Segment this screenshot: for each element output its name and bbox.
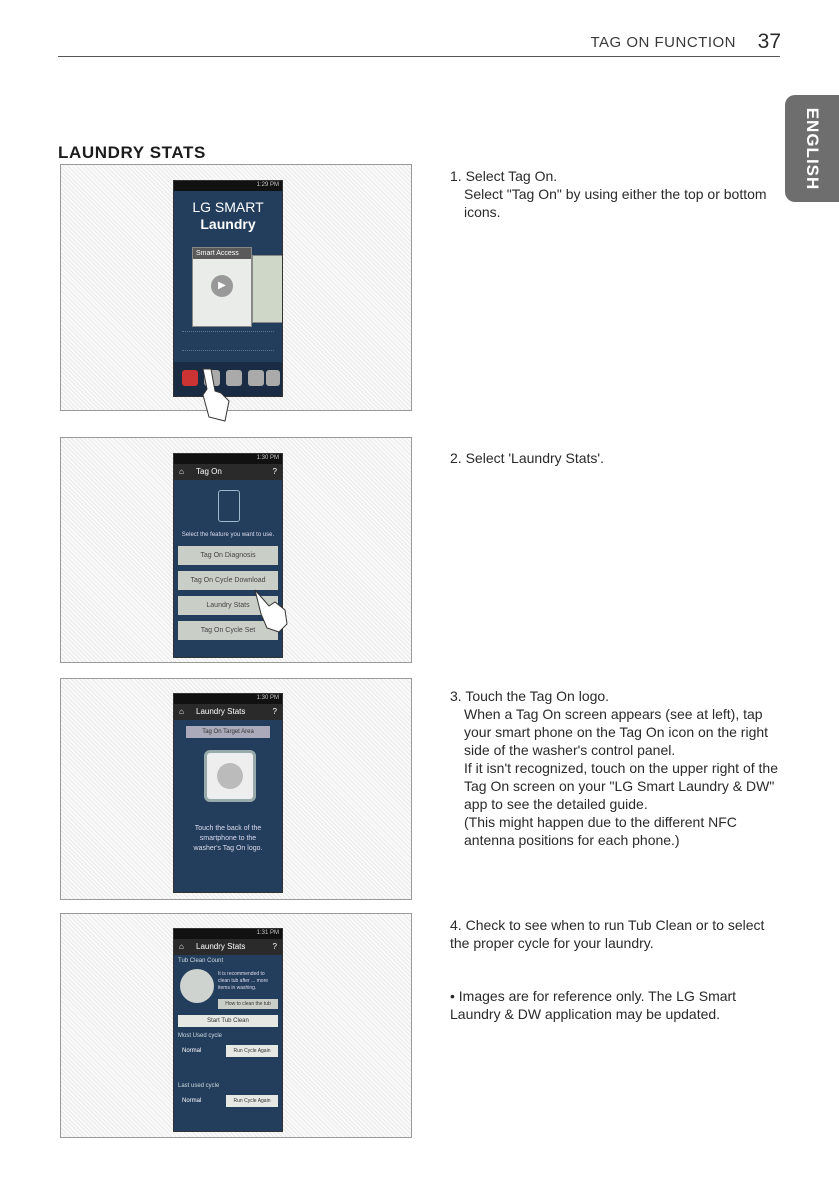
help-icon[interactable]: ? bbox=[272, 707, 277, 716]
status-time: 1:30 PM bbox=[256, 455, 279, 461]
status-bar bbox=[174, 694, 282, 704]
step-text: If it isn't recognized, touch on the upper right of the Tag On screen on your "LG Smart Laundry & DW" app to see the detailed guide. bbox=[464, 760, 778, 812]
step-2 bbox=[450, 449, 785, 467]
step-number: 1. bbox=[450, 168, 462, 184]
step-text: (This might happen due to the different NFC antenna positions for each phone.) bbox=[464, 814, 737, 848]
status-bar bbox=[174, 181, 282, 191]
home-icon[interactable]: ⌂ bbox=[179, 467, 184, 476]
help-icon[interactable]: ? bbox=[272, 467, 277, 476]
tag-instruction: Touch the back of the smartphone to the washer's Tag On logo. bbox=[193, 825, 263, 852]
start-tub-clean-button[interactable]: Start Tub Clean bbox=[178, 1015, 278, 1027]
menu-item-tag-on-diagnosis[interactable]: Tag On Diagnosis bbox=[178, 546, 278, 565]
last-used-cycle-label: Last used cycle bbox=[178, 1083, 220, 1089]
home-icon[interactable]: ⌂ bbox=[179, 707, 184, 716]
run-cycle-again-button[interactable]: Run Cycle Again bbox=[226, 1095, 278, 1107]
header-rule bbox=[58, 56, 780, 57]
tap-hand-icon bbox=[251, 588, 291, 634]
description-text bbox=[182, 331, 274, 351]
help-icon[interactable]: ? bbox=[272, 942, 277, 951]
language-tab bbox=[785, 95, 839, 202]
how-to-clean-button[interactable]: How to clean the tub bbox=[218, 999, 278, 1009]
step-4 bbox=[450, 916, 785, 952]
status-time: 1:30 PM bbox=[256, 695, 279, 701]
phone-screen-3 bbox=[173, 693, 283, 893]
step-number: 3. bbox=[450, 688, 462, 704]
reference-note bbox=[450, 987, 785, 1023]
smart-access-card bbox=[192, 247, 252, 327]
screenshot-frame-1 bbox=[60, 164, 412, 411]
section-title: LAUNDRY STATS bbox=[58, 143, 206, 162]
home-icon[interactable]: ⌂ bbox=[179, 942, 184, 951]
status-bar bbox=[174, 929, 282, 939]
target-area-badge: Tag On Target Area bbox=[186, 726, 270, 738]
play-icon: ▶ bbox=[211, 275, 233, 297]
step-text: When a Tag On screen appears (see at left), tap your smart phone on the Tag On icon on the right side of the washer's control panel. bbox=[464, 706, 769, 758]
language-tab-label: ENGLISH bbox=[803, 107, 822, 190]
app-bar bbox=[174, 704, 282, 720]
header-section-title: TAG ON FUNCTION bbox=[590, 34, 736, 51]
menu-item-tag-on-cycle-download[interactable]: Tag On Cycle Download bbox=[178, 571, 278, 590]
app-bar-title: Laundry Stats bbox=[196, 707, 246, 716]
tap-hand-icon bbox=[195, 365, 235, 425]
phone-screen-4 bbox=[173, 928, 283, 1132]
most-used-cycle-label: Most Used cycle bbox=[178, 1033, 223, 1039]
last-used-cycle-value: Normal bbox=[182, 1098, 202, 1104]
step-text: Check to see when to run Tub Clean or to select the proper cycle for your laundry. bbox=[450, 917, 765, 951]
card-label: Smart Access bbox=[193, 248, 251, 259]
step-number: 4. bbox=[450, 917, 462, 933]
screenshot-frame-3 bbox=[60, 678, 412, 900]
tub-message: It is recommended to clean tub after ... more items in washing. bbox=[218, 971, 269, 991]
tub-clean-count-label: Tub Clean Count bbox=[178, 958, 224, 964]
tag-on-circle-icon bbox=[217, 763, 243, 789]
app-bar-title: Laundry Stats bbox=[196, 942, 246, 951]
step-number: 2. bbox=[450, 450, 462, 466]
app-title-line1: LG SMART bbox=[192, 199, 264, 215]
step-1 bbox=[450, 167, 785, 221]
step-text: Touch the Tag On logo. bbox=[465, 688, 610, 704]
feature-prompt: Select the feature you want to use. bbox=[181, 532, 275, 538]
bullet: • bbox=[450, 988, 455, 1004]
step-text: Select Tag On. bbox=[465, 168, 558, 184]
step-text: Select 'Laundry Stats'. bbox=[465, 450, 604, 466]
tub-count-circle bbox=[180, 969, 214, 1003]
screenshot-frame-4 bbox=[60, 913, 412, 1138]
app-bar bbox=[174, 464, 282, 480]
most-used-cycle-value: Normal bbox=[182, 1048, 202, 1054]
tag-phone-icon bbox=[218, 490, 240, 522]
note-text: Images are for reference only. The LG Smart Laundry & DW application may be updated. bbox=[450, 988, 737, 1022]
status-bar bbox=[174, 454, 282, 464]
app-icon[interactable] bbox=[248, 370, 264, 386]
screenshot-frame-2 bbox=[60, 437, 412, 663]
tag-on-logo[interactable] bbox=[204, 750, 256, 802]
step-3 bbox=[450, 687, 785, 849]
settings-icon[interactable] bbox=[266, 370, 280, 386]
app-bar bbox=[174, 939, 282, 955]
status-time: 1:29 PM bbox=[256, 182, 279, 188]
page-number: 37 bbox=[757, 30, 781, 53]
side-card bbox=[252, 255, 283, 323]
app-title-line2: Laundry bbox=[200, 216, 256, 232]
menu-item-laundry-stats[interactable]: Laundry Stats bbox=[178, 596, 278, 615]
run-cycle-again-button[interactable]: Run Cycle Again bbox=[226, 1045, 278, 1057]
menu-item-tag-on-cycle-set[interactable]: Tag On Cycle Set bbox=[178, 621, 278, 640]
step-text: Select "Tag On" by using either the top or bottom icons. bbox=[464, 186, 767, 220]
status-time: 1:31 PM bbox=[256, 930, 279, 936]
app-bar-title: Tag On bbox=[196, 467, 222, 476]
